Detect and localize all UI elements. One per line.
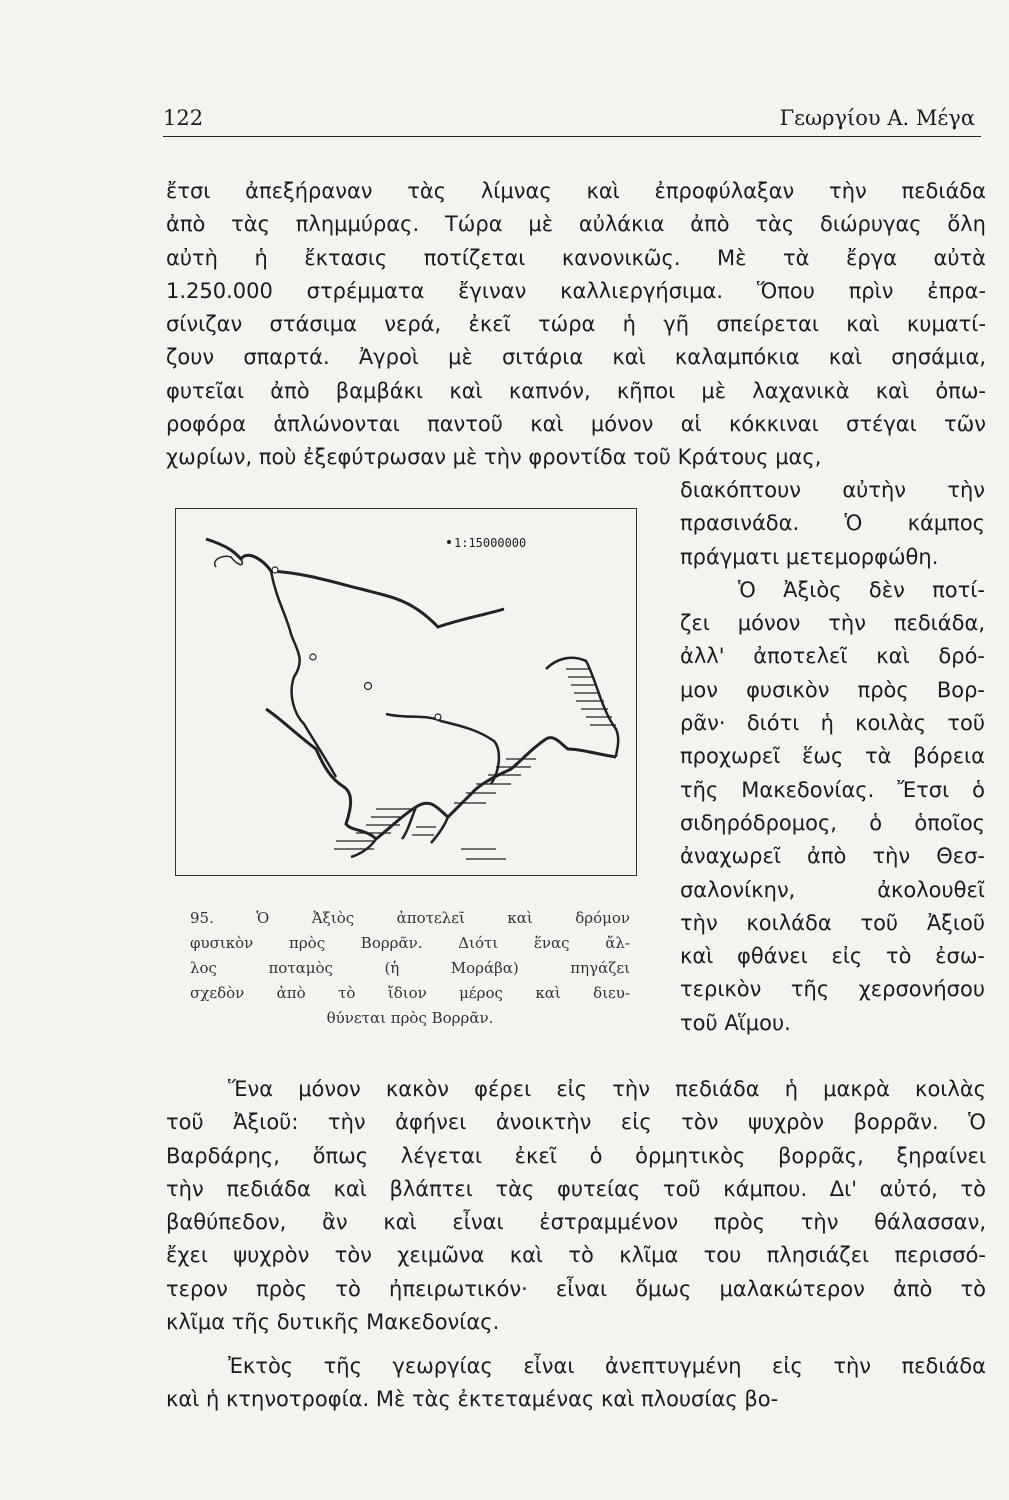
text-line: Βαρδάρης, ὅπως λέγεται ἐκεῖ ὁ ὁρμητικὸς βορρᾶς, ξηραίνει	[166, 1143, 986, 1168]
text-line: καὶ φθάνει εἰς τὸ ἐσω-	[680, 944, 985, 969]
text-line: τερον πρὸς τὸ ἠπειρωτικόν· εἶναι ὅμως μαλακώτερον ἀπὸ τὸ	[166, 1276, 986, 1301]
paragraph-2	[166, 1073, 986, 1339]
text-line: ζουν σπαρτά. Ἀγροὶ μὲ σιτάρια καὶ καλαμπόκια καὶ σησάμια,	[166, 345, 986, 370]
text-line: κλῖμα τῆς δυτικῆς Μακεδονίας.	[166, 1310, 500, 1335]
header-rule	[163, 136, 981, 137]
text-line: ἔτσι ἀπεξήραναν τὰς λίμνας καὶ ἐπροφύλαξαν τὴν πεδιάδα	[166, 179, 986, 203]
paragraph-3	[166, 1350, 986, 1417]
text-line: σιδηρόδρομος, ὁ ὁποῖος	[680, 810, 985, 835]
text-line: ἀπὸ τὰς πλημμύρας. Τώρα μὲ αὐλάκια ἀπὸ τὰς διώρυγας ὅλη	[166, 212, 986, 237]
text-line: φυτεῖαι ἀπὸ βαμβάκι καὶ καπνόν, κῆποι μὲ λαχανικὰ καὶ ὀπω-	[166, 378, 986, 403]
town-marker	[435, 714, 441, 720]
text-line: Ὁ Ἀξιὸς δὲν ποτί-	[738, 577, 985, 602]
coastline-east	[546, 658, 618, 757]
figure-map	[175, 508, 637, 876]
text-line: τερικὸν τῆς χερσονήσου	[680, 977, 985, 1002]
text-line: τῆς Μακεδονίας. Ἔτσι ὁ	[680, 777, 985, 802]
text-line: Ἐκτὸς τῆς γεωργίας εἶναι ἀνεπτυγμένη εἰς τὴν πεδιάδα	[228, 1354, 986, 1378]
text-line: πρασινάδα. Ὁ κάμπος	[680, 511, 985, 536]
text-line: διακόπτουν αὐτὴν τὴν	[680, 478, 985, 502]
text-line: προχωρεῖ ἕως τὰ βόρεια	[680, 744, 985, 769]
text-line: σαλονίκην, ἀκολουθεῖ	[680, 877, 985, 902]
text-line: ροφόρα ἁπλώνονται παντοῦ καὶ μόνον αἱ κόκκιναι στέγαι τῶν	[166, 412, 986, 437]
river-strymon	[386, 714, 499, 784]
text-line: λος ποταμὸς (ἡ Μοράβα) πηγάζει	[190, 959, 630, 977]
text-line: πράγματι μετεμορφώθη.	[680, 544, 939, 569]
map-scale: 1:15000000	[454, 536, 527, 550]
map-svg	[176, 509, 636, 875]
river-north	[206, 539, 504, 627]
text-line: φυσικὸν πρὸς Βορρᾶν. Διότι ἕνας ἄλ-	[190, 934, 630, 952]
river-axios	[271, 571, 336, 777]
text-line: θύνεται πρὸς Βορρᾶν.	[326, 1009, 494, 1027]
running-head: Γεωργίου Α. Μέγα	[779, 106, 975, 130]
side-column	[680, 474, 985, 1040]
town-marker	[365, 683, 372, 690]
text-line: τὴν πεδιάδα καὶ βλάπτει τὰς φυτείας τοῦ κάμπου. Δι' αὐτό, τὸ	[166, 1176, 986, 1201]
text-line: μον φυσικὸν πρὸς Βορ-	[680, 677, 985, 702]
town-marker	[310, 654, 316, 660]
text-line: τοῦ Αἵμου.	[680, 1010, 791, 1035]
text-line: τοῦ Ἀξιοῦ: τὴν ἀφήνει ἀνοικτὴν εἰς τὸν ψυχρὸν βορρᾶν. Ὁ	[166, 1110, 986, 1135]
text-line: αὐτὴ ἡ ἔκτασις ποτίζεται κανονικῶς. Μὲ τὰ ἔργα αὐτὰ	[166, 245, 986, 270]
town-marker	[272, 567, 278, 573]
text-line: 95. Ὁ Ἀξιὸς ἀποτελεῖ καὶ δρόμον	[190, 909, 630, 927]
text-line: Ἕνα μόνον κακὸν φέρει εἰς τὴν πεδιάδα ἡ μακρὰ κοιλὰς	[228, 1077, 986, 1101]
chalkidiki	[431, 817, 448, 843]
page-header	[163, 100, 983, 140]
text-line: 1.250.000 στρέμματα ἔγιναν καλλιεργήσιμα. Ὅπου πρὶν ἐπρα-	[166, 278, 986, 303]
coastline	[266, 709, 616, 839]
chalkidiki	[351, 839, 376, 857]
text-line: ἀλλ' ἀποτελεῖ καὶ δρό-	[680, 644, 985, 669]
text-line: βαθύπεδον, ἂν καὶ εἶναι ἐστραμμένον πρὸς τὴν θάλασσαν,	[166, 1210, 986, 1235]
text-line: χωρίων, ποὺ ἐξεφύτρωσαν μὲ τὴν φροντίδα τοῦ Κράτους μας,	[166, 445, 822, 470]
text-line: ζει μόνον τὴν πεδιάδα,	[680, 611, 985, 636]
paragraph-1	[166, 175, 986, 475]
scale-dot	[447, 540, 451, 544]
text-line: ρᾶν· διότι ἡ κοιλὰς τοῦ	[680, 711, 985, 736]
page-number: 122	[163, 106, 204, 130]
text-line: τὴν κοιλάδα τοῦ Ἀξιοῦ	[680, 910, 985, 935]
figure-caption	[190, 906, 630, 1031]
text-line: σίνιζαν στάσιμα νερά, ἐκεῖ τώρα ἡ γῆ σπείρεται καὶ κυματί-	[166, 312, 986, 337]
text-line: καὶ ἡ κτηνοτροφία. Μὲ τὰς ἐκτεταμένας καὶ πλουσίας βο-	[166, 1387, 779, 1412]
text-line: σχεδὸν ἀπὸ τὸ ἴδιον μέρος καὶ διευ-	[190, 984, 630, 1002]
sea-hatching	[334, 669, 616, 859]
text-line: ἔχει ψυχρὸν τὸν χειμῶνα καὶ τὸ κλῖμα του πλησιάζει περισσό-	[166, 1243, 986, 1268]
text-line: ἀναχωρεῖ ἀπὸ τὴν Θεσ-	[680, 844, 985, 869]
